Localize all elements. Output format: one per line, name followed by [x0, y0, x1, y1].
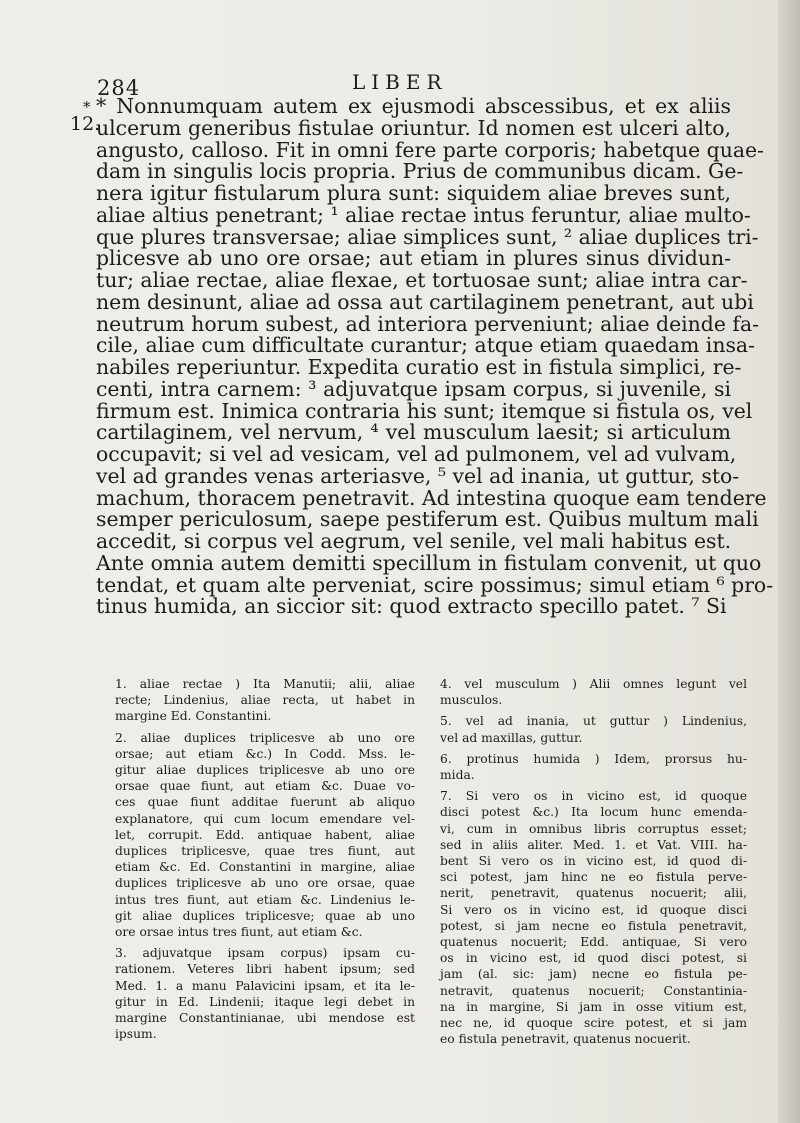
footnote-line: rationem. Veteres libri habent ipsum; sed [115, 962, 415, 977]
text-line: tendat, et quam alte perveniat, scire possimus; simul etiam ⁶ pro- [96, 572, 774, 597]
text-line: nera igitur fistularum plura sunt: siquidem aliae breves sunt, [96, 181, 731, 205]
footnote-line: gitur in Ed. Lindenii; itaque legi debet in [115, 994, 415, 1009]
footnotes-right-column [430, 676, 747, 1052]
text-line: centi, intra carnem: ³ adjuvatque ipsam corpus, si juvenile, si [96, 376, 731, 401]
footnote-line: na in margine, Si jam in osse vitium est, [440, 999, 747, 1014]
text-line: nem desinunt, aliae ad ossa aut cartilaginem penetrant, aut ubi [96, 289, 754, 314]
footnote-line: jam (al. sic: jam) necne eo fistula pe- [440, 967, 747, 982]
footnote-line: duplices triplicesve, quae tres fiunt, aut [115, 844, 415, 859]
footnote-line: nec ne, id quoque scire potest, et si jam [440, 1016, 747, 1031]
text-line: neutrum horum subest, ad interiora perveniunt; aliae deinde fa- [96, 311, 759, 336]
text-line: * Nonnumquam autem ex ejusmodi abscessibus, et ex aliis [96, 94, 731, 118]
footnote-line: quatenus nocuerit; Edd. antiquae, Si vero [440, 935, 747, 950]
text-line: tinus humida, an siccior sit: quod extracto specillo patet. ⁷ Si [96, 594, 727, 619]
footnote-line: 7. Si vero os in vicino est, id quoque [440, 789, 747, 804]
text-line: aliae altius penetrant; ¹ aliae rectae intus feruntur, aliae multo- [96, 202, 751, 227]
footnote-line: Med. 1. a manu Palavicini ipsam, et ita le- [115, 978, 415, 993]
footnote-line: margine Ed. Constantini. [115, 709, 272, 724]
footnote-line: eo fistula penetravit, quatenus nocuerit. [440, 1032, 691, 1047]
footnote-line: 5. vel ad inania, ut guttur ) Lindenius, [440, 714, 747, 729]
footnote-line: 6. protinus humida ) Idem, prorsus hu- [440, 751, 747, 766]
footnote-line: musculos. [440, 693, 503, 708]
margin-section-number: 12. [70, 113, 101, 135]
footnote-line: margine Constantinianae, ubi mendose est [115, 1011, 415, 1026]
text-line: occupavit; si vel ad vesicam, vel ad pulmonem, vel ad vulvam, [96, 442, 737, 466]
footnote-line: let, corrupit. Edd. antiquae habent, aliae [115, 827, 415, 842]
footnote-line: 4. vel musculum ) Alii omnes legunt vel [440, 677, 747, 691]
footnote-line: Si vero os in vicino est, id quoque disci [440, 902, 747, 917]
footnote [430, 751, 747, 783]
footnote-line: gitur aliae duplices triplicesve ab uno ore [115, 763, 415, 778]
footnote [430, 713, 747, 745]
page-number: 284 [97, 76, 141, 100]
footnote-line: sed in aliis aliter. Med. 1. et Vat. VIII. ha- [440, 837, 747, 852]
footnote-line: os in vicino est, id quod disci potest, si [440, 951, 747, 966]
footnote-line: orsae; aut etiam &c.) In Codd. Mss. le- [115, 746, 415, 761]
footnote-line: explanatore, qui cum locum emendare vel- [115, 811, 415, 826]
footnote-line: intus tres fiunt, aut etiam &c. Lindenius le- [115, 892, 415, 907]
footnote-line: vel ad maxillas, guttur. [440, 730, 583, 745]
footnote [105, 945, 415, 1042]
footnote-line: git aliae duplices triplicesve; quae ab uno [115, 908, 415, 923]
page-edge-shadow [778, 0, 800, 1123]
text-line: plicesve ab uno ore orsae; aut etiam in plures sinus dividun- [96, 246, 731, 271]
text-line: cartilaginem, vel nervum, ⁴ vel musculum laesit; si articulum [96, 420, 731, 445]
margin-asterisk: * [83, 98, 91, 116]
text-line: tur; aliae rectae, aliae flexae, et tortuosae sunt; aliae intra car- [96, 268, 748, 292]
footnote-line: potest, si jam necne eo fistula penetravit, [440, 918, 747, 933]
text-line: nabiles reperiuntur. Expedita curatio est in fistula simplici, re- [96, 355, 742, 379]
footnote-line: ore orsae intus tres fiunt, aut etiam &c. [115, 925, 363, 940]
footnote-line: 1. aliae rectae ) Ita Manutii; alii, aliae [115, 677, 415, 691]
text-line: firmum est. Inimica contraria his sunt; itemque si fistula os, vel [96, 398, 753, 423]
footnote-line: ipsum. [115, 1027, 157, 1042]
text-line: accedit, si corpus vel aegrum, vel senile, vel mali habitus est. [96, 529, 732, 553]
text-line: ulcerum generibus fistulae oriuntur. Id nomen est ulceri alto, [96, 115, 731, 140]
footnote-line: mida. [440, 768, 475, 783]
footnote-line: ces quae fiunt additae fuerunt ab aliquo [115, 795, 415, 810]
footnote [430, 676, 747, 708]
footnote-line: duplices triplicesve ab uno ore orsae, quae [115, 876, 415, 891]
footnote [105, 676, 415, 725]
text-line: machum, thoracem penetravit. Ad intestina quoque eam tendere [96, 485, 767, 510]
text-line: vel ad grandes venas arteriasve, ⁵ vel ad inania, ut guttur, sto- [96, 463, 740, 488]
footnote-line: sci potest, jam hinc ne eo fistula perve- [440, 870, 747, 885]
text-line: semper periculosum, saepe pestiferum est. Quibus multum mali [96, 507, 759, 532]
text-line: cile, aliae cum difficultate curantur; atque etiam quaedam insa- [96, 333, 755, 358]
footnotes-left-column [105, 676, 415, 1047]
footnote-line: orsae quae fiunt, aut etiam &c. Duae vo- [115, 779, 415, 794]
footnote [430, 788, 747, 1047]
footnote-line: nerit, penetravit, quatenus nocuerit; alii, [440, 886, 747, 901]
footnote-line: bent Si vero os in vicino est, id quod di- [440, 854, 747, 869]
footnote-line: vi, cum in omnibus libris corruptus esset; [440, 821, 747, 836]
running-head: LIBER [352, 70, 448, 94]
footnote-line: etiam &c. Ed. Constantini in margine, aliae [115, 860, 415, 875]
footnote [105, 730, 415, 941]
footnote-line: recte; Lindenius, aliae recta, ut habet in [115, 693, 415, 708]
footnote-line: 3. adjuvatque ipsam corpus) ipsam cu- [115, 946, 415, 961]
footnote-line: 2. aliae duplices triplicesve ab uno ore [115, 730, 415, 745]
footnote-line: netravit, quatenus nocuerit; Constantinia- [440, 983, 747, 998]
footnote-line: disci potest &c.) Ita locum hunc emenda- [440, 805, 747, 820]
text-line: Ante omnia autem demitti specillum in fistulam convenit, ut quo [96, 550, 762, 575]
text-line: dam in singulis locis propria. Prius de communibus dicam. Ge- [96, 159, 744, 184]
text-line: angusto, calloso. Fit in omni fere parte corporis; habetque quae- [96, 137, 764, 162]
main-text-block [96, 94, 774, 619]
text-line: que plures transversae; aliae simplices sunt, ² aliae duplices tri- [96, 224, 759, 249]
